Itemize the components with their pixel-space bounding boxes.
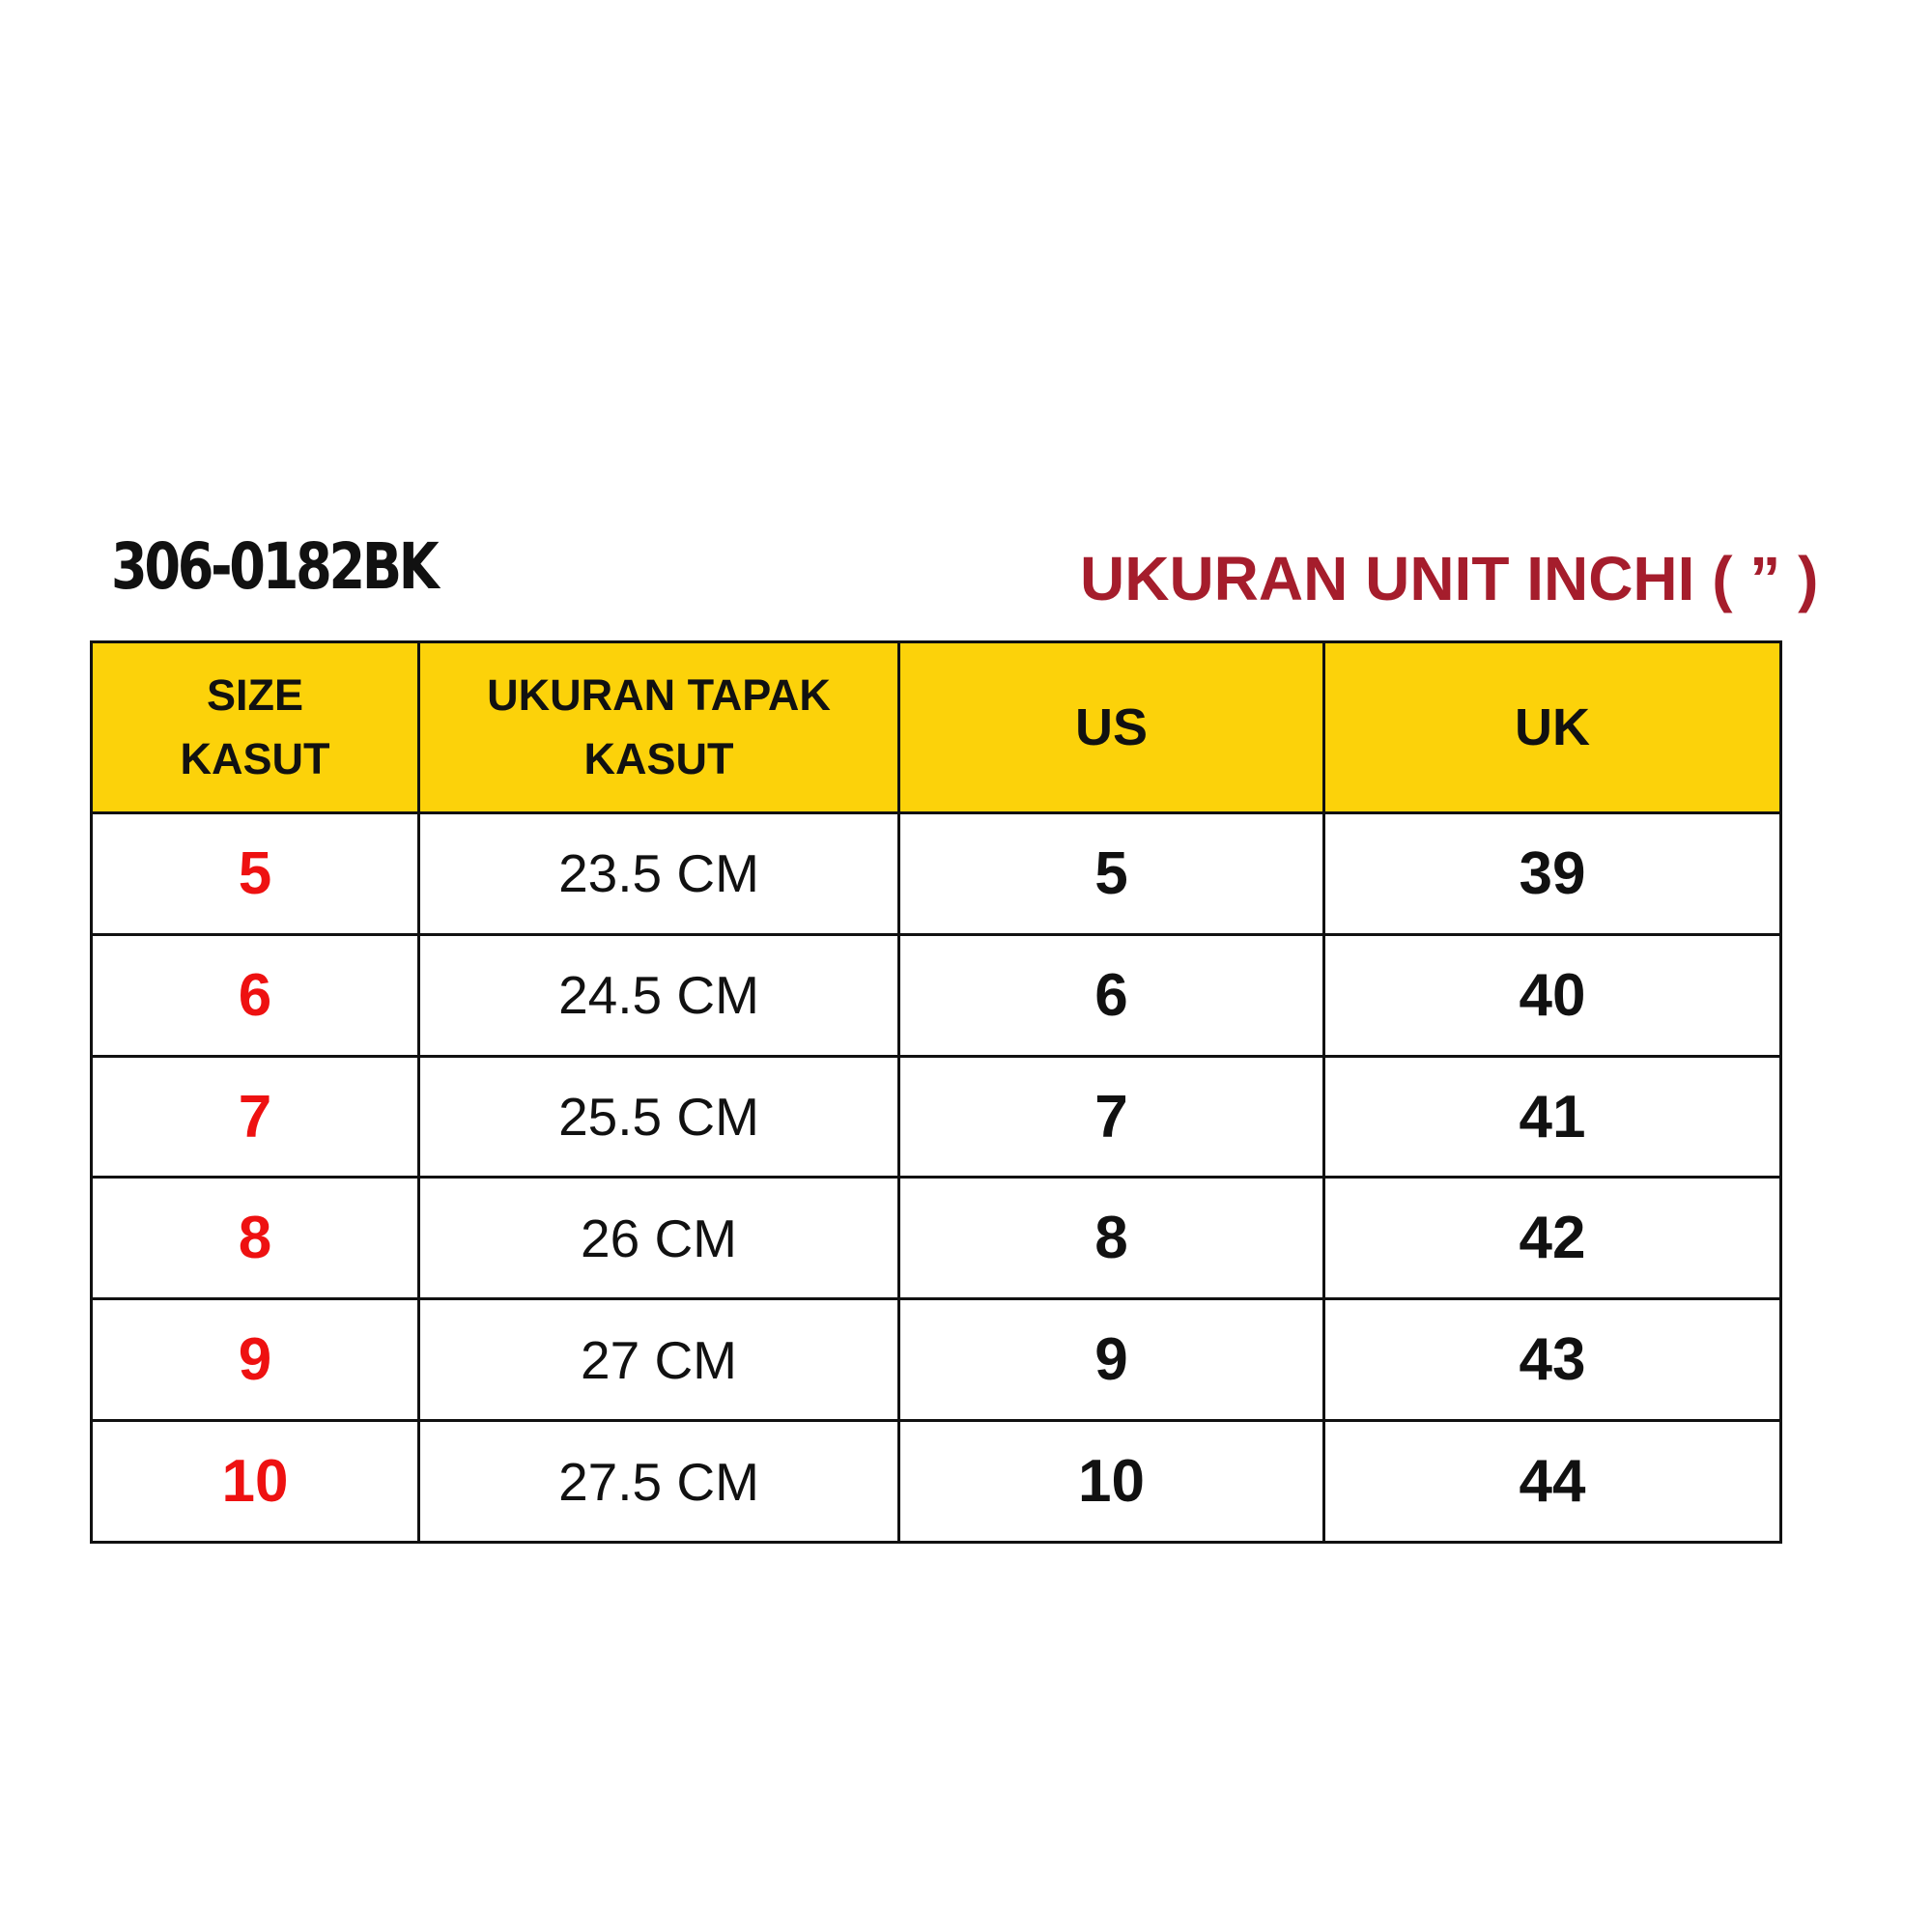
header-tapak-line2: KASUT	[583, 734, 734, 783]
header-ukuran-tapak	[419, 642, 899, 813]
tapak-cell: 23.5 CM	[419, 813, 899, 935]
product-code: 306-0182BK	[111, 529, 437, 604]
header-size-line2: KASUT	[180, 734, 330, 783]
size-cell: 6	[92, 934, 419, 1056]
size-cell: 7	[92, 1056, 419, 1178]
us-cell: 8	[899, 1178, 1324, 1299]
header-uk: UK	[1324, 642, 1781, 813]
uk-cell: 44	[1324, 1421, 1781, 1543]
us-cell: 9	[899, 1299, 1324, 1421]
table-row	[92, 1421, 1781, 1543]
tapak-cell: 27 CM	[419, 1299, 899, 1421]
uk-cell: 39	[1324, 813, 1781, 935]
uk-cell: 42	[1324, 1178, 1781, 1299]
table-row	[92, 1178, 1781, 1299]
header-us: US	[899, 642, 1324, 813]
table-header-row	[92, 642, 1781, 813]
header-size-kasut	[92, 642, 419, 813]
table-row	[92, 1299, 1781, 1421]
tapak-cell: 25.5 CM	[419, 1056, 899, 1178]
us-cell: 7	[899, 1056, 1324, 1178]
table-row	[92, 813, 1781, 935]
table-row	[92, 1056, 1781, 1178]
size-cell: 9	[92, 1299, 419, 1421]
uk-cell: 41	[1324, 1056, 1781, 1178]
table-row	[92, 934, 1781, 1056]
uk-cell: 43	[1324, 1299, 1781, 1421]
size-cell: 10	[92, 1421, 419, 1543]
size-cell: 5	[92, 813, 419, 935]
uk-cell: 40	[1324, 934, 1781, 1056]
unit-note: UKURAN UNIT INCHI ( ” )	[1080, 544, 1819, 613]
tapak-cell: 24.5 CM	[419, 934, 899, 1056]
tapak-cell: 27.5 CM	[419, 1421, 899, 1543]
header-tapak-line1: UKURAN TAPAK	[487, 670, 831, 720]
us-cell: 5	[899, 813, 1324, 935]
us-cell: 10	[899, 1421, 1324, 1543]
tapak-cell: 26 CM	[419, 1178, 899, 1299]
size-chart-table	[90, 640, 1782, 1544]
header-size-line1: SIZE	[206, 670, 304, 720]
size-cell: 8	[92, 1178, 419, 1299]
us-cell: 6	[899, 934, 1324, 1056]
